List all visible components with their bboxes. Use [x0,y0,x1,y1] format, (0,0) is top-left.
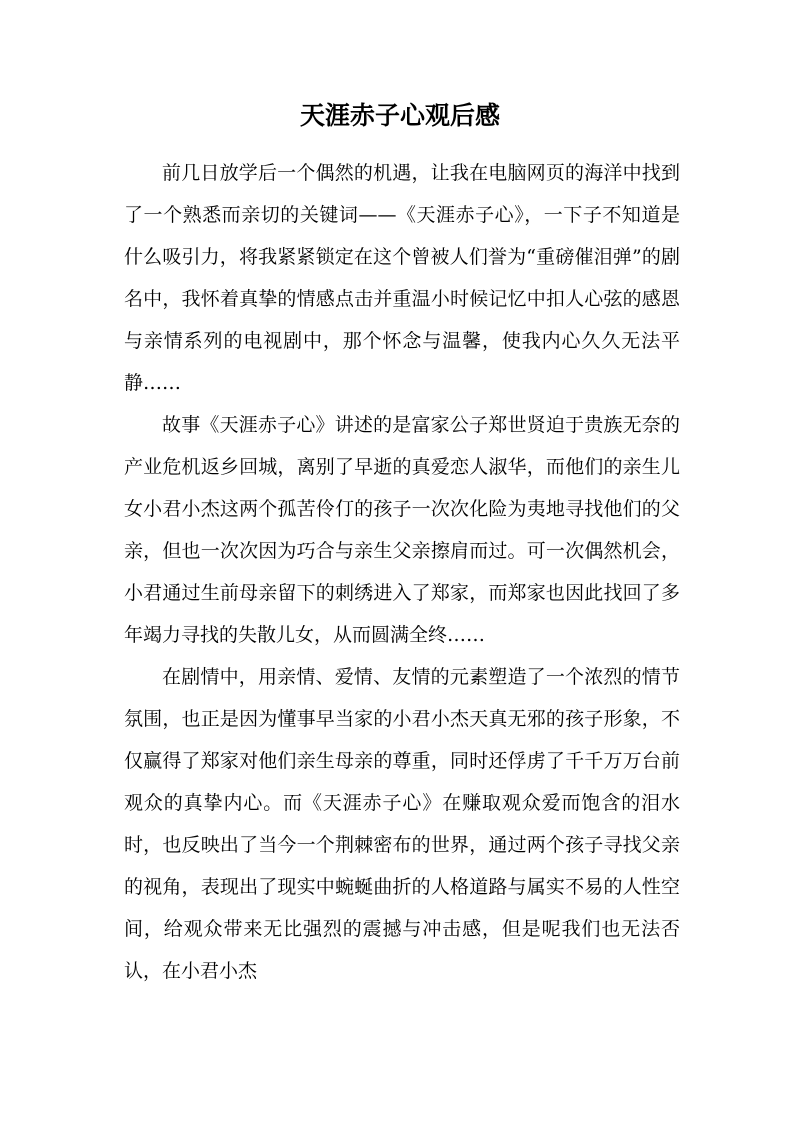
paragraph-2: 故事《天涯赤子心》讲述的是富家公子郑世贤迫于贵族无奈的产业危机返乡回城，离别了早逝的真爱恋人淑华，而他们的亲生儿女小君小杰这两个孤苦伶仃的孩子一次次化险为夷地寻找他们的父亲，但也一次次因为巧合与亲生父亲擦肩而过。可一次偶然机会，小君通过生前母亲留下的刺绣进入了郑家，而郑家也因此找回了多年竭力寻找的失散儿女，从而圆满全终…… [124,414,680,646]
document-body [124,152,680,992]
paragraph-1: 前几日放学后一个偶然的机遇，让我在电脑网页的海洋中找到了一个熟悉而亲切的关键词——《天涯赤子心》，一下子不知道是什么吸引力，将我紧紧锁定在这个曾被人们誉为“重磅催泪弹”的剧名中，我怀着真挚的情感点击并重温小时候记忆中扣人心弦的感恩与亲情系列的电视剧中，那个怀念与温馨，使我内心久久无法平静…… [124,162,680,394]
document-title: 天涯赤子心观后感 [299,101,500,130]
paragraph-3: 在剧情中，用亲情、爱情、友情的元素塑造了一个浓烈的情节氛围，也正是因为懂事早当家的小君小杰天真无邪的孩子形象，不仅赢得了郑家对他们亲生母亲的尊重，同时还俘虏了千千万万台前观众的真挚内心。而《天涯赤子心》在赚取观众爱而饱含的泪水时，也反映出了当今一个荆棘密布的世界，通过两个孩子寻找父亲的视角，表现出了现实中蜿蜒曲折的人格道路与属实不易的人性空间，给观众带来无比强烈的震撼与冲击感，但是呢我们也无法否认，在小君小杰 [124,666,680,982]
